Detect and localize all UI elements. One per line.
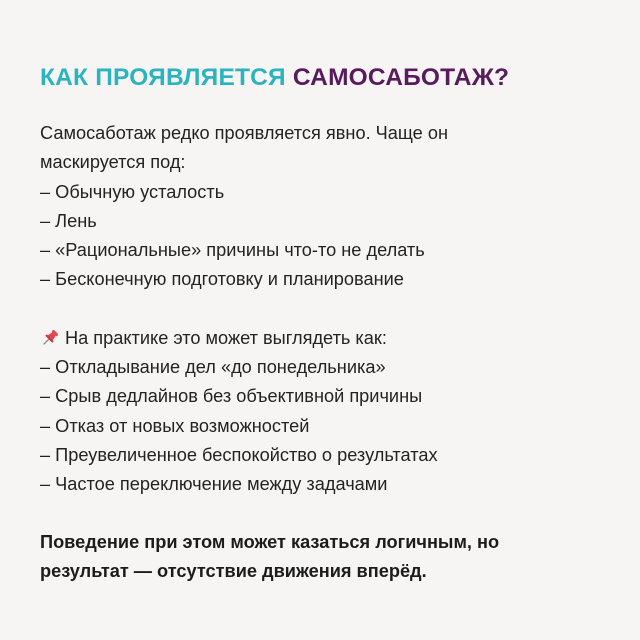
practice-list-item: – Срыв дедлайнов без объективной причины: [40, 386, 423, 407]
practice-list-item: – Откладывание дел «до понедельника»: [40, 357, 386, 378]
practice-heading: На практике это может выглядеть как:: [65, 327, 387, 348]
section-spacer: [40, 295, 600, 324]
intro-list-item: – Лень: [40, 210, 97, 231]
practice-section: [40, 324, 600, 500]
intro-section: [40, 119, 600, 295]
intro-list-item: – Бесконечную подготовку и планирование: [40, 269, 404, 290]
title-part-a: КАК ПРОЯВЛЯЕТСЯ: [40, 64, 286, 91]
title-part-b: САМОСАБОТАЖ?: [292, 64, 510, 91]
conclusion-section: [40, 528, 600, 587]
practice-list-item: – Отказ от новых возможностей: [40, 415, 310, 436]
practice-heading-row: [40, 324, 600, 353]
slide-title: [40, 62, 600, 94]
practice-list-item: – Частое переключение между задачами: [40, 474, 388, 495]
conclusion-line: результат — отсутствие движения вперёд.: [40, 561, 427, 582]
practice-list-item: – Преувеличенное беспокойство о результатах: [40, 444, 438, 465]
intro-line: Самосаботаж редко проявляется явно. Чаще он: [40, 123, 449, 143]
conclusion-line: Поведение при этом может казаться логичным, но: [40, 531, 500, 552]
intro-list-item: – «Рациональные» причины что-то не делать: [40, 240, 425, 261]
intro-list-item: – Обычную усталость: [40, 181, 225, 202]
pushpin-icon: [40, 328, 60, 348]
intro-line: маскируется под:: [40, 152, 186, 173]
